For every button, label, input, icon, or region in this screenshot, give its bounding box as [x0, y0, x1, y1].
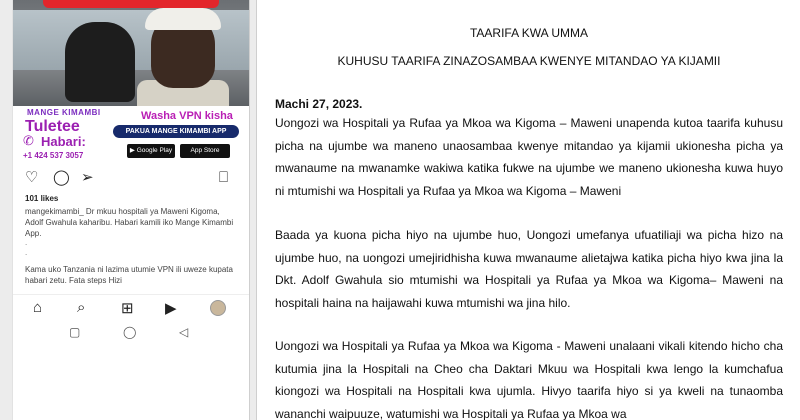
- press-statement-document: [256, 0, 800, 420]
- post-caption: mangekimambi_ Dr mkuu hospitali ya Maweni Kigoma, Adolf Gwahula kaharibu. Habari kamili iko Mange Kimambi App.: [25, 207, 234, 238]
- android-system-nav: [13, 322, 249, 344]
- tuletee-text: Tuletee: [25, 118, 80, 135]
- back-icon[interactable]: ◁: [179, 325, 189, 339]
- document-paragraph-3: Uongozi wa Hospitali ya Rufaa ya Mkoa wa Kigoma - Maweni unalaani vikali kitendo hicho cha kutumia jina la Hospitali na Cheo cha Daktari Mkuu wa Hospitali kwa lengo la kumchafua kiongozi wa Hospitali na Hospitali kwa ujumla. Hivyo taarifa hiyo si ya kweli na tunaomba wananchi waipuuze, watumishi wa Hospitali ya Rufaa ya Mkoa wa: [275, 339, 783, 420]
- pakua-app-button[interactable]: PAKUA MANGE KIMAMBI APP: [113, 125, 239, 138]
- heart-icon[interactable]: ♡: [25, 169, 39, 186]
- photo-red-banner: [43, 0, 219, 8]
- blurred-person: [65, 22, 135, 102]
- caption-dot: .: [25, 248, 28, 257]
- document-paragraph-2: Baada ya kuona picha hiyo na ujumbe huo, Uongozi umefanya ufuatiliaji wa picha hizo na ujumbe huo, na uongozi umejiridhisha kuwa mwanaume alietajwa katika picha hiyo kwa jina la Dkt. Adolf Gwahula sio mtumishi wa Hospitali ya Rufaa ya Mkoa wa Kigoma– Maweni na hospitali haina na haijawahi kuwa mtumishi wa jina hilo.: [275, 228, 783, 310]
- profile-avatar[interactable]: [210, 300, 226, 316]
- document-subtitle: KUHUSU TAARIFA ZINAZOSAMBAA KWENYE MITANDAO YA KIJAMII: [337, 54, 721, 68]
- add-post-icon[interactable]: ⊞: [121, 300, 134, 317]
- comment-icon[interactable]: ◯: [53, 169, 70, 186]
- bookmark-icon[interactable]: ⎕: [219, 169, 229, 186]
- promo-phone-number: +1 424 537 3057: [23, 151, 84, 160]
- caption-dot: .: [25, 238, 28, 247]
- document-date: Machi 27, 2023.: [275, 97, 363, 111]
- share-icon[interactable]: ➢: [81, 169, 94, 186]
- instagram-post-screenshot: [12, 0, 250, 420]
- reels-icon[interactable]: ▶: [165, 300, 177, 317]
- photo-person-cap: [145, 8, 221, 30]
- home-button-icon[interactable]: ◯: [123, 325, 137, 339]
- likes-count[interactable]: 101 likes: [25, 194, 59, 203]
- post-actions: [13, 166, 249, 190]
- post-caption-vpn: Kama uko Tanzania ni lazima utumie VPN ili uweze kupata habari zetu. Fata steps Hizi: [25, 265, 233, 285]
- post-photo: [13, 0, 249, 106]
- phone-icon: ✆: [23, 133, 34, 148]
- document-paragraph-1: Uongozi wa Hospitali ya Rufaa ya Mkoa wa Kigoma – Maweni unapenda kutoa taarifa kuhusu picha na ujumbe wa maneno unaosambaa kwenye mitandao ya kijamii ukionesha picha ya mwanaume na mwanamke wakiwa katika fukwe na ujumbe we maneno ukionesha kuwa huyo ni mtumishi wa Hospitali ya Rufaa ya Mkoa wa Kigoma – Maweni: [275, 116, 783, 198]
- vpn-title: Washa VPN kisha: [141, 110, 233, 122]
- habari-text: Habari:: [41, 134, 86, 149]
- document-title: TAARIFA KWA UMMA: [469, 26, 588, 40]
- search-icon[interactable]: ⌕: [77, 299, 86, 316]
- recents-icon[interactable]: ▢: [69, 325, 81, 339]
- home-icon[interactable]: ⌂: [33, 299, 43, 316]
- google-play-badge[interactable]: ▶ Google Play: [127, 144, 175, 158]
- instagram-bottom-nav: [13, 294, 249, 321]
- mange-logo: MANGE KIMAMBI: [27, 108, 101, 117]
- app-store-badge[interactable]: App Store: [180, 144, 230, 158]
- promo-banner: [13, 106, 249, 164]
